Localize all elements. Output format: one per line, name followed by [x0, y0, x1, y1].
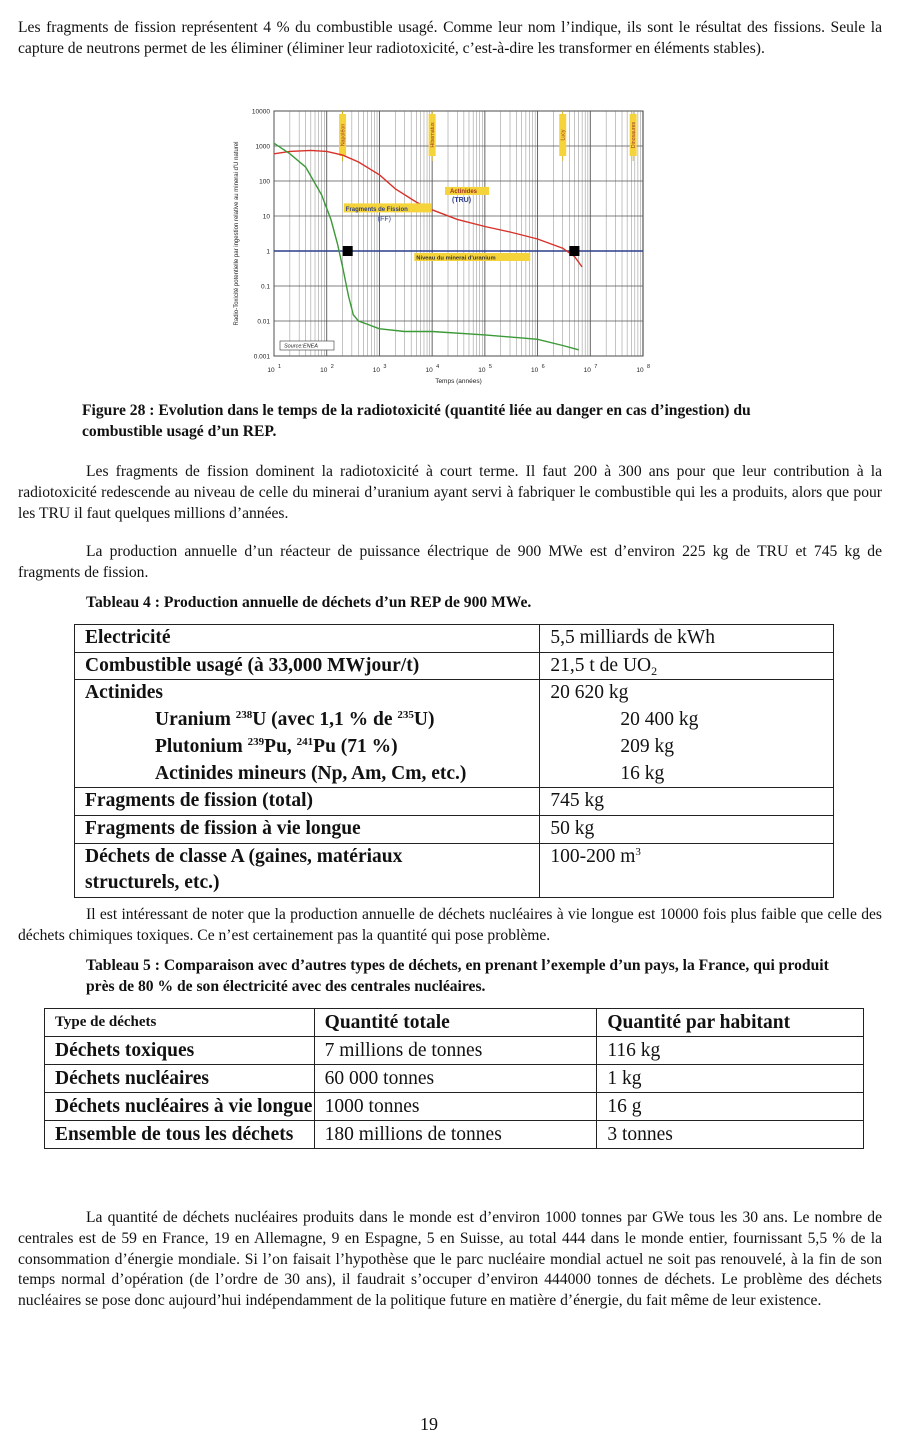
superscript: 241	[296, 735, 314, 748]
table-cell: Fragments de fission à vie longue	[75, 815, 540, 843]
annotation-label: Lucy	[560, 129, 567, 141]
paragraph-world-waste: La quantité de déchets nucléaires produits dans le monde est d’environ 1000 tonnes par GWe tous les 30 ans. Le nombre de centrales est de 59 en France, 19 en Allemagne, 9 en Espagne, 5 en Suisse, au total 444 dans le monde entier, fournissant 5,5 % de la consommation d’énergie mondiale. Si l’on faisait l’hypothèse que le parc nucléaire mondial actuel ne soit pas renouvelé, à la fin de son temps normal d’opération (de l’ordre de 30 ans), il faudrait s’occuper d’environ 444000 tonnes de déchets. Le problème des déchets nucléaires se pose donc aujourd’hui indépendamment de la politique future en matière d’énergie, du fait même de leur existence.	[18, 1209, 882, 1310]
radiotoxicity-chart	[228, 100, 668, 390]
subscript: 2	[651, 663, 658, 678]
table-row	[75, 843, 834, 897]
reference-line-label: Niveau du minerai d'uranium	[416, 255, 496, 262]
x-tick-exponent: 2	[330, 364, 334, 370]
figure-caption: Figure 28 : Evolution dans le temps de la radiotoxicité (quantité liée au danger en cas d’ingestion) du combustible usagé d’un REP.	[82, 402, 751, 440]
paragraph-annual-production: La production annuelle d’un réacteur de puissance électrique de 900 MWe est d’environ 225 kg de TRU et 745 kg de fragments de fission.	[18, 543, 882, 581]
table-row	[75, 788, 834, 816]
annotation-label: Hibernatus	[430, 122, 437, 148]
table-cell: Electricité	[75, 625, 540, 653]
table-cell: 16 g	[597, 1093, 864, 1121]
annotation-label: Dinosaures	[631, 121, 638, 149]
table-row	[45, 1037, 864, 1065]
y-tick-label: 10000	[251, 108, 270, 116]
table-row	[45, 1093, 864, 1121]
x-tick-exponent: 7	[594, 364, 598, 370]
table-cell: Déchets nucléaires à vie longue	[45, 1093, 315, 1121]
table4	[74, 624, 834, 898]
superscript: 239	[247, 735, 265, 748]
y-tick-label: 1000	[255, 143, 270, 151]
marker-square	[569, 246, 579, 256]
x-tick-label: 10	[530, 367, 539, 374]
table-cell	[540, 680, 834, 788]
x-tick-exponent: 5	[488, 364, 492, 370]
x-tick-label: 10	[320, 367, 328, 374]
table-cell: 3 tonnes	[597, 1121, 864, 1149]
header-cell: Quantité par habitant	[597, 1009, 864, 1037]
text: Plutonium	[155, 735, 248, 757]
ff-label-sub: (FF)	[377, 215, 392, 223]
x-axis-title: Temps (années)	[435, 378, 482, 385]
actinides-label-sub: (TRU)	[452, 196, 472, 204]
table-cell: 116 kg	[597, 1037, 864, 1065]
superscript: 238	[235, 709, 253, 722]
table5	[44, 1008, 864, 1149]
y-axis-title: Radio-Toxicité potentielle par ingestion relative au minerai d'U naturel	[234, 141, 240, 326]
table4-caption: Tableau 4 : Production annuelle de déchets d’un REP de 900 MWe.	[86, 594, 532, 611]
table-cell: 50 kg	[540, 815, 834, 843]
ff-label: Fragments de Fission	[345, 206, 408, 213]
page-number: 19	[420, 1414, 438, 1434]
paragraph-comparison: Il est intéressant de noter que la production annuelle de déchets nucléaires à vie longue est 10000 fois plus faible que celle des déchets chimiques toxiques. Ce n’est certainement pas la quantité qui pose problème.	[18, 906, 882, 944]
superscript: 3	[635, 845, 641, 858]
y-tick-label: 0.1	[260, 283, 270, 291]
table-cell: 60 000 tonnes	[314, 1065, 597, 1093]
actinides-value: 20 620 kg	[550, 682, 629, 704]
marker-square	[343, 246, 353, 256]
table-row	[45, 1121, 864, 1149]
table5-caption: Tableau 5 : Comparaison avec d’autres types de déchets, en prenant l’exemple d’un pays, la France, qui produit près de 80 % de son électricité avec des centrales nucléaires.	[86, 957, 829, 995]
x-tick-label: 10	[425, 367, 433, 374]
text: Pu,	[264, 735, 297, 757]
paragraph-fission-fragments: Les fragments de fission dominent la radiotoxicité à court terme. Il faut 200 à 300 ans pour que leur contribution à la radiotoxicité redescende au niveau de celle du minerai d’uranium ayant servi à fabriquer le combustible qui les a produits, alors que pour les TRU il faut quelques millions d’années.	[18, 463, 882, 522]
text: U (avec 1,1 % de	[252, 709, 398, 731]
cell-text: 21,5 t de UO	[550, 654, 652, 676]
x-tick-label: 10	[636, 367, 644, 374]
table-cell	[75, 680, 540, 788]
table-cell: 180 millions de tonnes	[314, 1121, 597, 1149]
table-cell: 5,5 milliards de kWh	[540, 625, 834, 653]
x-tick-label: 10	[267, 367, 275, 374]
y-tick-label: 0.001	[253, 353, 270, 361]
source-label: Source:ENEA	[284, 343, 318, 350]
table-cell: Combustible usagé (à 33,000 MWjour/t)	[75, 652, 540, 680]
header-cell: Quantité totale	[314, 1009, 597, 1037]
table-row	[75, 625, 834, 653]
uranium-value: 20 400 kg	[620, 709, 699, 731]
x-tick-label: 10	[372, 367, 381, 374]
table-cell	[540, 652, 834, 680]
table-cell: Déchets nucléaires	[45, 1065, 315, 1093]
table-row	[75, 815, 834, 843]
table-row	[75, 680, 834, 788]
table-cell: Déchets de classe A (gaines, matériaux structurels, etc.)	[75, 843, 540, 897]
plutonium-value: 209 kg	[620, 735, 674, 757]
header-cell: Type de déchets	[45, 1009, 315, 1037]
x-tick-exponent: 8	[647, 364, 651, 370]
text: Uranium	[155, 709, 236, 731]
table-cell: Ensemble de tous les déchets	[45, 1121, 315, 1149]
y-tick-label: 1	[266, 248, 270, 256]
x-tick-exponent: 3	[383, 364, 387, 370]
minor-actinides-label: Actinides mineurs (Np, Am, Cm, etc.)	[155, 762, 467, 784]
table-cell: 7 millions de tonnes	[314, 1037, 597, 1065]
text: U)	[413, 709, 435, 731]
cell-text: 100-200 m	[550, 845, 636, 867]
table-cell: Déchets toxiques	[45, 1037, 315, 1065]
table-cell: 1000 tonnes	[314, 1093, 597, 1121]
table-cell	[540, 843, 834, 897]
table-row	[75, 652, 834, 680]
actinides-label: Actinides	[450, 188, 478, 195]
x-tick-exponent: 4	[436, 364, 440, 370]
uranium-label	[85, 707, 539, 734]
x-tick-label: 10	[583, 367, 591, 374]
intro-paragraph: Les fragments de fission représentent 4 % du combustible usagé. Comme leur nom l’indique, ils sont le résultat des fissions. Seule la capture de neutrons permet de les éliminer (éliminer leur radiotoxicité, c’est-à-dire les transformer en éléments stables).	[18, 19, 882, 57]
y-tick-label: 0.01	[257, 318, 270, 326]
y-tick-label: 100	[259, 178, 270, 186]
x-tick-label: 10	[478, 367, 486, 374]
minor-actinides-value: 16 kg	[620, 762, 665, 784]
x-tick-exponent: 1	[278, 364, 282, 370]
annotation-label: Napoléon	[340, 123, 347, 147]
table-cell: Fragments de fission (total)	[75, 788, 540, 816]
y-tick-label: 10	[262, 213, 270, 221]
x-tick-exponent: 6	[541, 364, 545, 370]
table-row	[45, 1065, 864, 1093]
plutonium-label	[85, 734, 539, 761]
table-cell: 745 kg	[540, 788, 834, 816]
table-header-row	[45, 1009, 864, 1037]
table-cell: 1 kg	[597, 1065, 864, 1093]
text: Pu (71 %)	[313, 735, 398, 757]
superscript: 235	[397, 709, 414, 722]
actinides-label: Actinides	[85, 682, 163, 704]
